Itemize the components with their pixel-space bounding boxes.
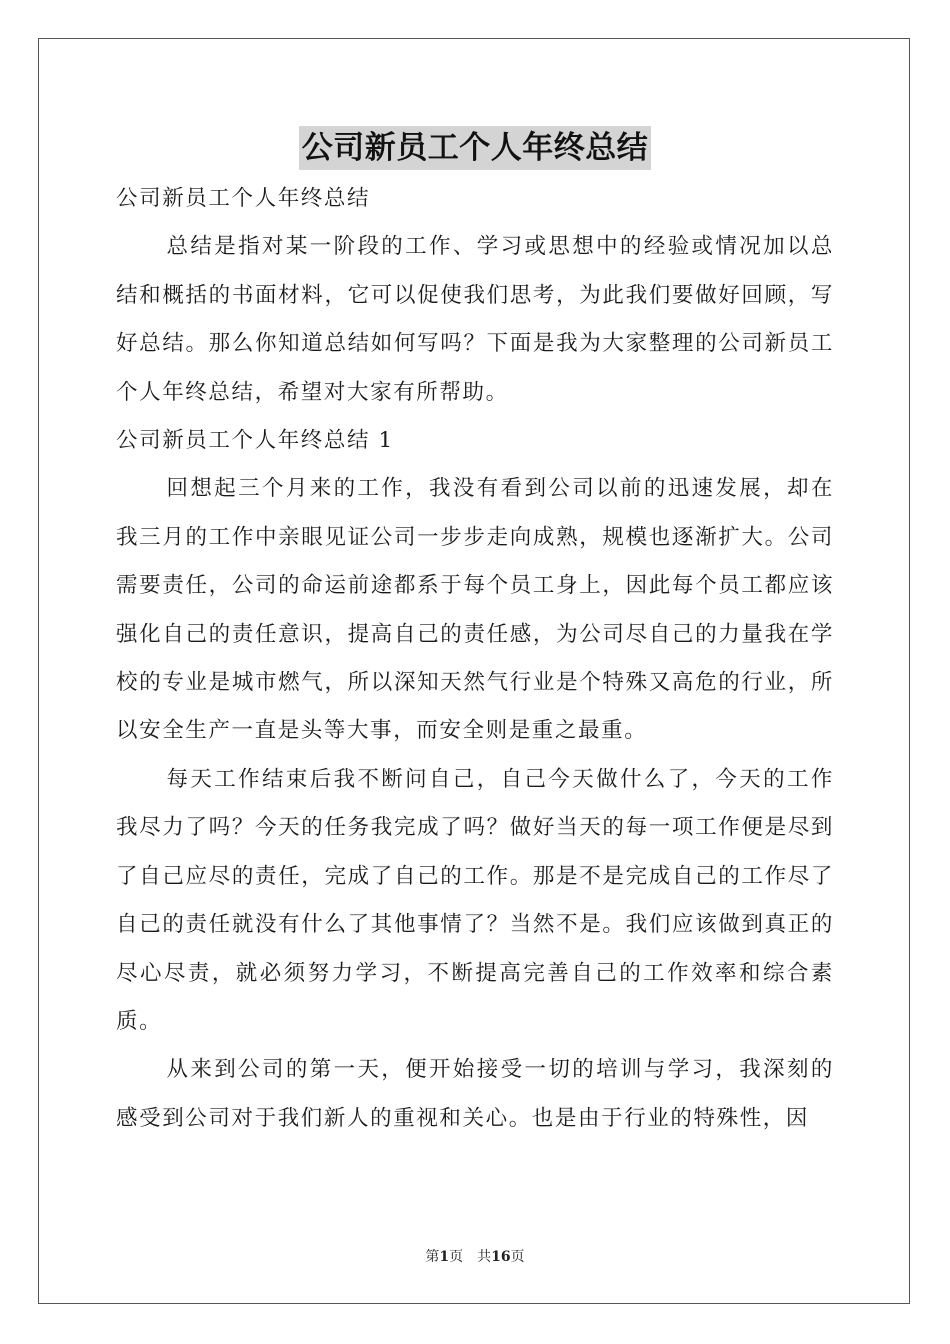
current-page-number: 1 bbox=[439, 1249, 450, 1265]
section-heading: 公司新员工个人年终总结 1 bbox=[116, 428, 394, 454]
paragraph: 每天工作结束后我不断问自己，自己今天做什么了，今天的工作我尽力了吗？今天的任务我完成了吗？做好当天的每一项工作便是尽到了自己应尽的责任，完成了自己的工作。那是不是完成自己的工作尽了自己的责任就没有什么了其他事情了？当然不是。我们应该做到真正的尽心尽责，就必须努力学习，不断提高完善自己的工作效率和综合素质。 bbox=[116, 766, 834, 1034]
total-prefix: 共 bbox=[477, 1249, 492, 1265]
document-body bbox=[116, 175, 834, 1143]
total-page-count: 16 bbox=[491, 1249, 511, 1265]
document-title: 公司新员工个人年终总结 bbox=[299, 126, 652, 170]
paragraph: 从来到公司的第一天，便开始接受一切的培训与学习，我深刻的感受到公司对于我们新人的重视和关心。也是由于行业的特殊性，因 bbox=[116, 1057, 834, 1131]
total-unit: 页 bbox=[510, 1249, 525, 1265]
title-area bbox=[0, 126, 950, 170]
paragraph: 回想起三个月来的工作，我没有看到公司以前的迅速发展，却在我三月的工作中亲眼见证公司一步步走向成熟，规模也逐渐扩大。公司需要责任，公司的命运前途都系于每个员工身上，因此每个员工都应该强化自己的责任意识，提高自己的责任感，为公司尽自己的力量我在学校的专业是城市燃气，所以深知天然气行业是个特殊又高危的行业，所以安全生产一直是头等大事，而安全则是重之最重。 bbox=[116, 476, 834, 744]
paragraph: 公司新员工个人年终总结 bbox=[116, 186, 371, 211]
paragraph: 总结是指对某一阶段的工作、学习或思想中的经验或情况加以总结和概括的书面材料，它可以促使我们思考，为此我们要做好回顾，写好总结。那么你知道总结如何写吗？下面是我为大家整理的公司新员工个人年终总结，希望对大家有所帮助。 bbox=[116, 234, 834, 405]
page-footer bbox=[0, 1247, 950, 1267]
page-unit: 页 bbox=[449, 1249, 464, 1265]
page-prefix: 第 bbox=[425, 1249, 440, 1265]
